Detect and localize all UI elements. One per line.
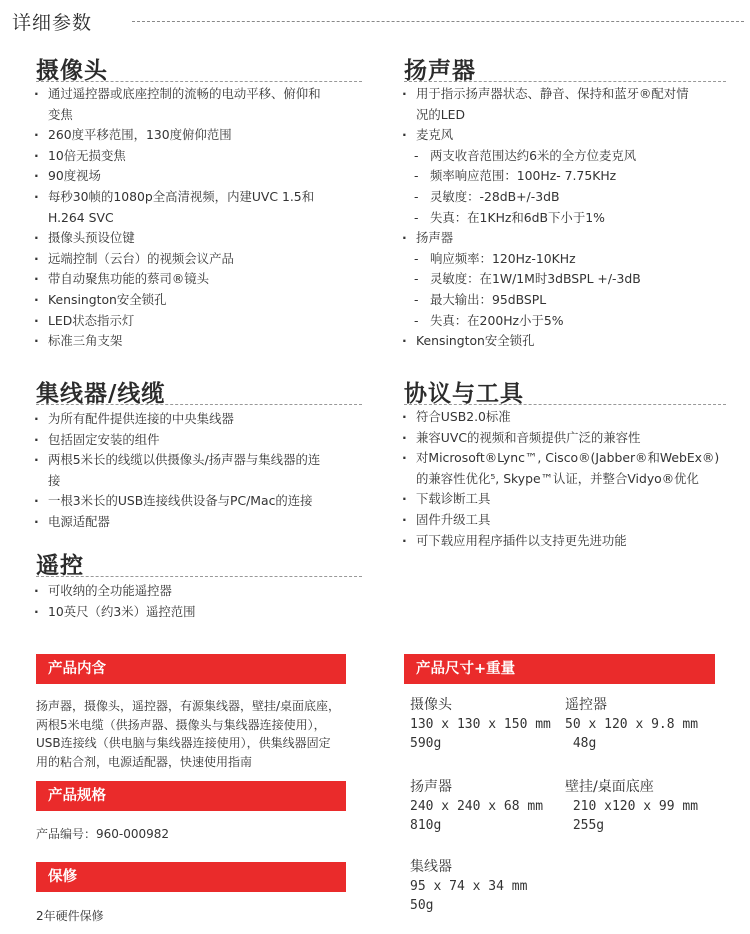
list-item: · Kensington安全锁孔 xyxy=(400,331,689,352)
list-subitem: - 失真：在1KHz和6dB下小于1% xyxy=(400,208,689,229)
list-item: · 带自动聚焦功能的蔡司®镜头 xyxy=(32,269,321,290)
section-title-protocols: 协议与工具 xyxy=(404,381,524,407)
section-title-speaker: 扬声器 xyxy=(404,58,476,84)
list-item: · 远端控制（云台）的视频会议产品 xyxy=(32,249,321,270)
dim-size: 130 x 130 x 150 mm xyxy=(410,717,551,732)
dim-name: 摄像头 xyxy=(410,697,452,713)
list-subitem: - 响应频率：120Hz-10KHz xyxy=(400,249,689,270)
dim-block-speaker xyxy=(410,778,543,835)
section-title-hub: 集线器/线缆 xyxy=(36,381,166,407)
list-item: · 摄像头预设位键 xyxy=(32,228,321,249)
remote-feature-list xyxy=(32,581,196,622)
list-item: 的兼容性优化⁵, Skype™认证，并整合Vidyo®优化 xyxy=(416,470,699,486)
dim-block-camera xyxy=(410,696,551,753)
list-item: · 固件升级工具 xyxy=(400,510,719,531)
list-item: 况的LED xyxy=(416,106,466,122)
dim-size: 210 x120 x 99 mm xyxy=(565,799,699,814)
section-rule-speaker xyxy=(404,81,726,82)
hub-feature-list xyxy=(32,409,320,533)
list-subitem: - 最大输出：95dBSPL xyxy=(400,290,689,311)
list-item: · 90度视场 xyxy=(32,166,321,187)
list-subitem: - 失真：在200Hz小于5% xyxy=(400,311,689,332)
section-rule-remote xyxy=(36,576,362,577)
box-contents-line: 两根5米电缆（供扬声器、摄像头与集线器连接使用）， xyxy=(36,717,326,732)
list-subitem: - 灵敏度：在1W/1M时3dBSPL +/-3dB xyxy=(400,269,689,290)
box-contents-line: 用的粘合剂，电源适配器，快速使用指南 xyxy=(36,754,253,769)
list-item: · 电源适配器 xyxy=(32,512,320,533)
list-item: · 两根5米长的线缆以供摄像头/扬声器与集线器的连 xyxy=(32,450,320,471)
list-item: · 用于指示扬声器状态、静音、保持和蓝牙®配对情 xyxy=(400,84,689,105)
dim-name: 壁挂/桌面底座 xyxy=(565,779,654,795)
list-item: · 一根3米长的USB连接线供设备与PC/Mac的连接 xyxy=(32,491,320,512)
section-title-remote: 遥控 xyxy=(36,553,84,579)
dim-weight: 255g xyxy=(565,818,605,833)
list-item: 接 xyxy=(48,472,61,488)
list-item: · 麦克风 xyxy=(400,125,689,146)
header-divider xyxy=(132,21,744,22)
spec-header: 产品规格 xyxy=(36,781,346,811)
dim-block-mount xyxy=(565,778,698,835)
list-item: · 扬声器 xyxy=(400,228,689,249)
dim-name: 扬声器 xyxy=(410,779,452,795)
dim-weight: 810g xyxy=(410,818,442,833)
camera-feature-list xyxy=(32,84,321,352)
dim-name: 集线器 xyxy=(410,859,452,875)
section-rule-protocols xyxy=(404,404,726,405)
list-item: · LED状态指示灯 xyxy=(32,311,321,332)
list-item: · 可下载应用程序插件以支持更先进功能 xyxy=(400,531,719,552)
list-item: · 10英尺（约3米）遥控范围 xyxy=(32,602,196,623)
box-contents-line: 扬声器，摄像头，遥控器，有源集线器，壁挂/桌面底座， xyxy=(36,699,341,713)
dim-weight: 590g xyxy=(410,736,442,751)
section-rule-camera xyxy=(36,81,362,82)
list-item: · 10倍无损变焦 xyxy=(32,146,321,167)
section-title-camera: 摄像头 xyxy=(36,58,108,84)
list-item: · Kensington安全锁孔 xyxy=(32,290,321,311)
list-subitem: - 灵敏度：-28dB+/-3dB xyxy=(400,187,689,208)
speaker-feature-list xyxy=(400,84,689,352)
list-item: · 符合USB2.0标准 xyxy=(400,407,719,428)
list-subitem: - 两支收音范围达约6米的全方位麦克风 xyxy=(400,146,689,167)
box-contents-text xyxy=(36,697,366,771)
list-subitem: - 频率响应范围：100Hz- 7.75KHz xyxy=(400,166,689,187)
page-title: 详细参数 xyxy=(12,12,93,34)
list-item: · 可收纳的全功能遥控器 xyxy=(32,581,196,602)
dim-weight: 50g xyxy=(410,898,434,913)
list-item: · 260度平移范围，130度俯仰范围 xyxy=(32,125,321,146)
list-item: H.264 SVC xyxy=(48,209,114,225)
part-number: 产品编号：960-000982 xyxy=(36,827,170,841)
list-item: · 兼容UVC的视频和音频提供广泛的兼容性 xyxy=(400,428,719,449)
list-item: · 对Microsoft®Lync™, Cisco®(Jabber®和WebEx®) xyxy=(400,448,719,469)
list-item: · 包括固定安装的组件 xyxy=(32,430,320,451)
list-item: 变焦 xyxy=(48,106,73,122)
dim-size: 240 x 240 x 68 mm xyxy=(410,799,544,814)
dim-block-hub xyxy=(410,858,527,915)
list-item: · 通过遥控器或底座控制的流畅的电动平移、俯仰和 xyxy=(32,84,321,105)
dim-name: 遥控器 xyxy=(565,697,607,713)
list-item: · 下载诊断工具 xyxy=(400,489,719,510)
list-item: · 每秒30帧的1080p全高清视频，内建UVC 1.5和 xyxy=(32,187,321,208)
protocols-feature-list xyxy=(400,407,719,551)
dim-size: 95 x 74 x 34 mm xyxy=(410,879,528,894)
section-rule-hub xyxy=(36,404,362,405)
list-item: · 标准三角支架 xyxy=(32,331,321,352)
box-contents-line: USB连接线（供电脑与集线器连接使用），供集线器固定 xyxy=(36,736,331,750)
warranty-header: 保修 xyxy=(36,862,346,892)
dims-header: 产品尺寸+重量 xyxy=(404,654,715,684)
dim-block-remote xyxy=(565,696,698,753)
dim-weight: 48g xyxy=(565,736,597,751)
list-item: · 为所有配件提供连接的中央集线器 xyxy=(32,409,320,430)
warranty-text: 2年硬件保修 xyxy=(36,909,104,923)
dim-size: 50 x 120 x 9.8 mm xyxy=(565,717,699,732)
box-contents-header: 产品内含 xyxy=(36,654,346,684)
